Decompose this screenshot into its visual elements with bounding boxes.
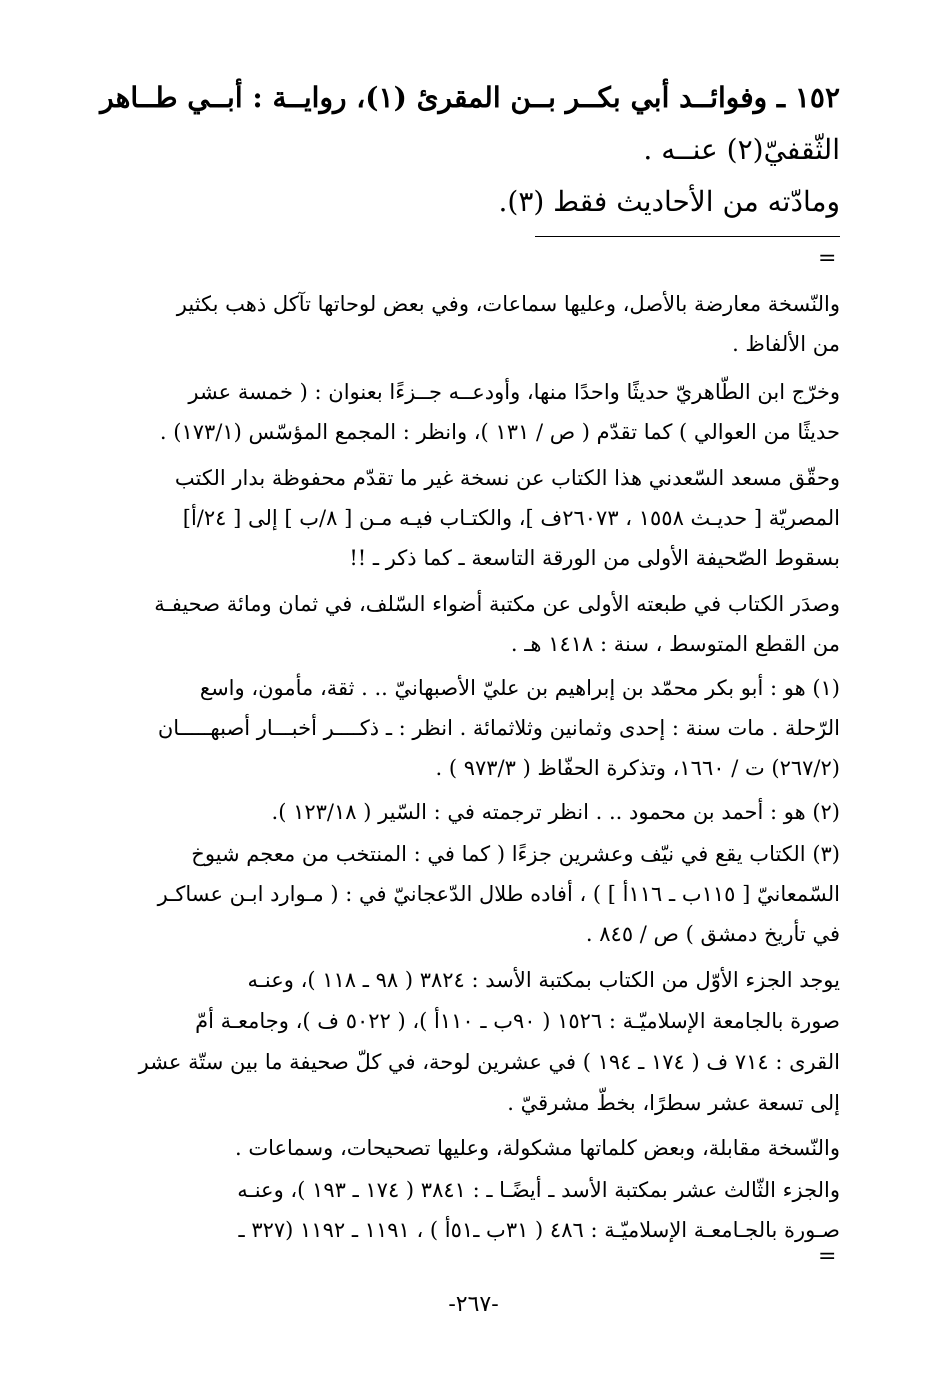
entry-line-3: ومادّته من الأحاديث فقط (٣). [498, 185, 840, 218]
entry-heading [100, 78, 840, 118]
page-number: -٢٦٧- [448, 1292, 499, 1317]
note-line: وخرّج ابن الطّاهريّ حديثًا واحدًا منها، وأودعــه جــزءًا بعنوان : ( خمسة عشر [188, 380, 840, 404]
note-line: وصدَر الكتاب في طبعته الأولى عن مكتبة أضواء السّلف، في ثمان ومائة صحيفـة [154, 592, 840, 616]
note-paragraph-3 [128, 458, 840, 578]
note-paragraph-1 [128, 284, 840, 364]
entry-line-2: الثّقفيّ(٢) عنــه . [643, 133, 840, 166]
entry-line-1: ١٥٢ ـ وفوائــد أبي بكــر بــن المقرئ (١)، روايــة : أبــي طــاهر [100, 81, 840, 114]
note-line: والنّسخة مقابلة، وبعض كلماتها مشكولة، وعليها تصحيحات، وسماعات . [234, 1136, 840, 1160]
note-line: المصريّة [ حديـث ١٥٥٨ ، ٢٦٠٧٣ف ]، والكتـاب فيـه مـن [ ٨/ب ] إلى [ ٢٤/أ] [182, 506, 840, 530]
entry-line-2-block [128, 130, 840, 170]
note-line: والجزء الثّالث عشر بمكتبة الأسد ـ أيضًـا ـ : ٣٨٤١ ( ١٧٤ ـ ١٩٣ )، وعنـه [237, 1178, 840, 1202]
note-line: (٣) الكتاب يقع في نيّف وعشرين جزءًا ( كما في : المنتخب من معجم شيوخ [191, 842, 840, 866]
footnote-separator [535, 236, 840, 237]
note-line: الرّحلة . مات سنة : إحدى وثمانين وثلاثمائة . انظر : ـ ذكــــر أخبـــار أصبهـــــان [157, 716, 840, 740]
note-line: والنّسخة معارضة بالأصل، وعليها سماعات، وفي بعض لوحاتها تآكل ذهب بكثير [176, 292, 840, 316]
note-paragraph-4 [128, 584, 840, 664]
footnote-3 [128, 834, 840, 954]
note-line: في تأريخ دمشق ) ص / ٨٤٥ . [585, 922, 840, 946]
note-line: (٢٦٧/٢) ت / ١٦٦٠، وتذكرة الحفّاظ ( ٩٧٣/٣ ) . [435, 756, 840, 780]
footnote-1 [128, 668, 840, 788]
note-line: السّمعانيّ [ ١١٥ب ـ ١١٦أ ] ) ، أفاده طلال الدّعجانيّ في : ( مـوارد ابـن عساكـر [157, 882, 840, 906]
note-line: يوجد الجزء الأوّل من الكتاب بمكتبة الأسد : ٣٨٢٤ ( ٩٨ ـ ١١٨ )، وعنـه [247, 968, 840, 992]
note-line: (١) هو : أبو بكر محمّد بن إبراهيم بن عليّ الأصبهانيّ .. . ثقة، مأمون، واسع [199, 676, 840, 700]
note-paragraph-6 [128, 1128, 840, 1168]
note-line: إلى تسعة عشر سطرًا، بخطّ مشرقيّ . [507, 1091, 840, 1115]
continuation-mark-top: = [818, 246, 837, 271]
note-paragraph-2 [128, 372, 840, 452]
entry-line-3-block [160, 182, 840, 222]
note-paragraph-7 [128, 1170, 840, 1250]
note-line: صـورة بالجـامعـة الإسلاميّـة : ٤٨٦ ( ٣١ب ـ٥١أ ) ، ١١٩١ ـ ١١٩٢ (٣٢٧ ـ [238, 1218, 840, 1242]
note-paragraph-5 [128, 960, 840, 1124]
note-line: صورة بالجامعة الإسلاميّـة : ١٥٢٦ ( ٩٠ب ـ ١١٠أ )، ( ٥٠٢٢ ف )، وجامعـة أمّ [195, 1009, 840, 1033]
note-line: وحقّق مسعد السّعدني هذا الكتاب عن نسخة غير ما تقدّم محفوظة بدار الكتب [174, 466, 840, 490]
note-line: من القطع المتوسط ، سنة : ١٤١٨ هـ . [510, 632, 840, 656]
note-line: من الألفاظ . [732, 332, 840, 356]
note-line: (٢) هو : أحمد بن محمود .. . انظر ترجمته في : السّير ( ١٢٣/١٨ ). [271, 800, 840, 824]
footnote-2 [128, 792, 840, 832]
note-line: بسقوط الصّحيفة الأولى من الورقة التاسعة ـ كما ذكر ـ !! [349, 546, 840, 570]
note-line: القرى : ٧١٤ ف ( ١٧٤ ـ ١٩٤ ) في عشرين لوحة، في كلّ صحيفة ما بين ستّة عشر [138, 1050, 840, 1074]
note-line: حديثًا من العوالي ) كما تقدّم ( ص / ١٣١ )، وانظر : المجمع المؤسّس (١٧٣/١) . [159, 420, 840, 444]
continuation-mark-bottom: = [818, 1244, 837, 1269]
